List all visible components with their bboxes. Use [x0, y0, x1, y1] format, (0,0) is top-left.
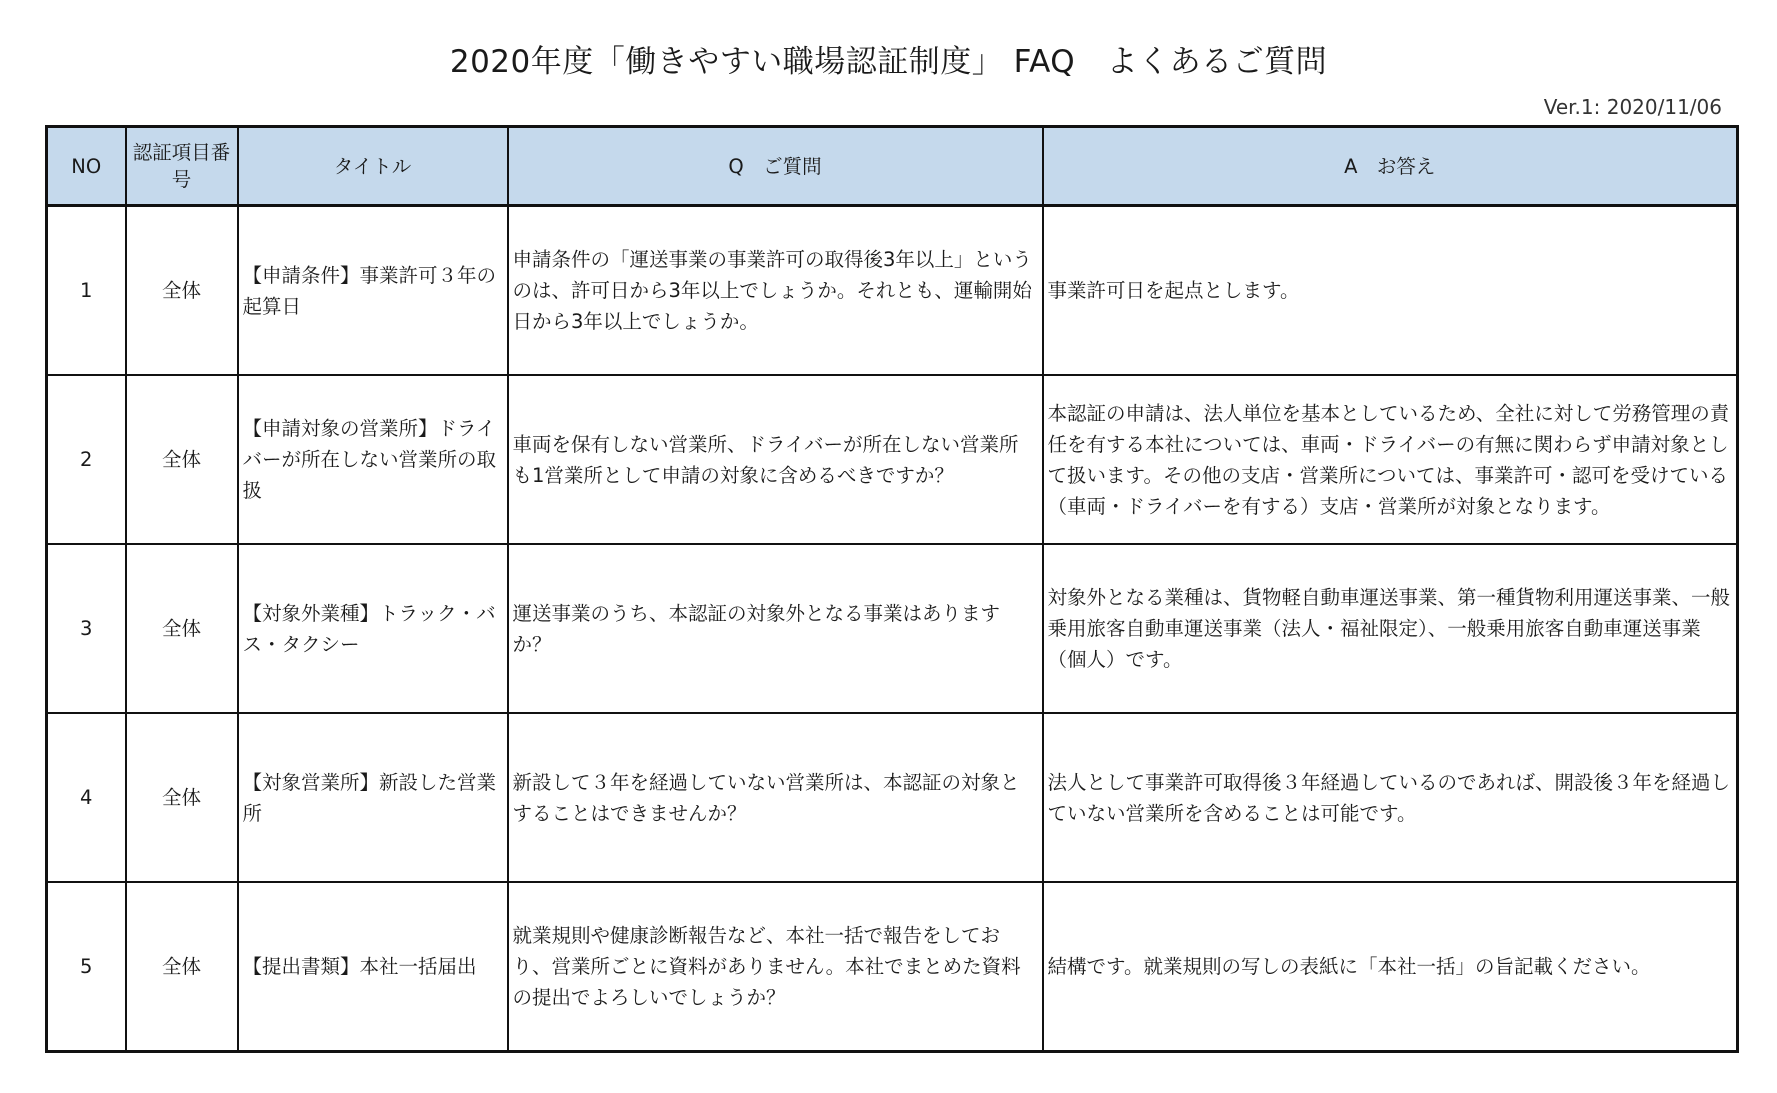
table-row [47, 206, 1738, 376]
page-title: 2020年度「働きやすい職場認証制度」 FAQ よくあるご質問 [449, 44, 1328, 80]
cell-question: 運送事業のうち、本認証の対象外となる事業はありますか？ [508, 544, 1043, 713]
cell-no: 3 [47, 544, 126, 713]
cell-no: 4 [47, 713, 126, 882]
table-row [47, 713, 1738, 882]
cell-question: 車両を保有しない営業所、ドライバーが所在しない営業所も1営業所として申請の対象に含めるべきですか？ [508, 375, 1043, 544]
table-row [47, 544, 1738, 713]
cell-category: 全体 [126, 206, 238, 376]
cell-answer: 法人として事業許可取得後３年経過しているのであれば、開設後３年を経過していない営業所を含めることは可能です。 [1043, 713, 1738, 882]
cell-no: 1 [47, 206, 126, 376]
cell-title: 【提出書類】本社一括届出 [238, 882, 508, 1052]
header-no: NO [47, 127, 126, 206]
cell-answer: 対象外となる業種は、貨物軽自動車運送事業、第一種貨物利用運送事業、一般乗用旅客自動車運送事業（法人・福祉限定）、一般乗用旅客自動車運送事業（個人）です。 [1043, 544, 1738, 713]
header-row [47, 127, 1738, 206]
cell-question: 就業規則や健康診断報告など、本社一括で報告をしており、営業所ごとに資料がありません。本社でまとめた資料の提出でよろしいでしょうか？ [508, 882, 1043, 1052]
cell-answer: 事業許可日を起点とします。 [1043, 206, 1738, 376]
faq-table [45, 125, 1739, 1053]
header-title: タイトル [238, 127, 508, 206]
header-answer: A お答え [1043, 127, 1738, 206]
table-row [47, 375, 1738, 544]
header-question: Q ご質問 [508, 127, 1043, 206]
cell-no: 5 [47, 882, 126, 1052]
cell-answer: 本認証の申請は、法人単位を基本としているため、全社に対して労務管理の責任を有する本社については、車両・ドライバーの有無に関わらず申請対象として扱います。その他の支店・営業所については、事業許可・認可を受けている（車両・ドライバーを有する）支店・営業所が対象となります。 [1043, 375, 1738, 544]
cell-title: 【申請条件】事業許可３年の起算日 [238, 206, 508, 376]
cell-answer: 結構です。就業規則の写しの表紙に「本社一括」の旨記載ください。 [1043, 882, 1738, 1052]
cell-title: 【申請対象の営業所】ドライバーが所在しない営業所の取扱 [238, 375, 508, 544]
cell-no: 2 [47, 375, 126, 544]
header-category: 認証項目番号 [126, 127, 238, 206]
cell-question: 申請条件の「運送事業の事業許可の取得後3年以上」というのは、許可日から3年以上でしょうか。それとも、運輸開始日から3年以上でしょうか。 [508, 206, 1043, 376]
cell-category: 全体 [126, 713, 238, 882]
version-label: Ver.1: 2020/11/06 [1543, 95, 1722, 119]
cell-category: 全体 [126, 882, 238, 1052]
cell-title: 【対象外業種】トラック・バス・タクシー [238, 544, 508, 713]
cell-question: 新設して３年を経過していない営業所は、本認証の対象とすることはできませんか？ [508, 713, 1043, 882]
cell-category: 全体 [126, 544, 238, 713]
table-row [47, 882, 1738, 1052]
cell-title: 【対象営業所】新設した営業所 [238, 713, 508, 882]
cell-category: 全体 [126, 375, 238, 544]
